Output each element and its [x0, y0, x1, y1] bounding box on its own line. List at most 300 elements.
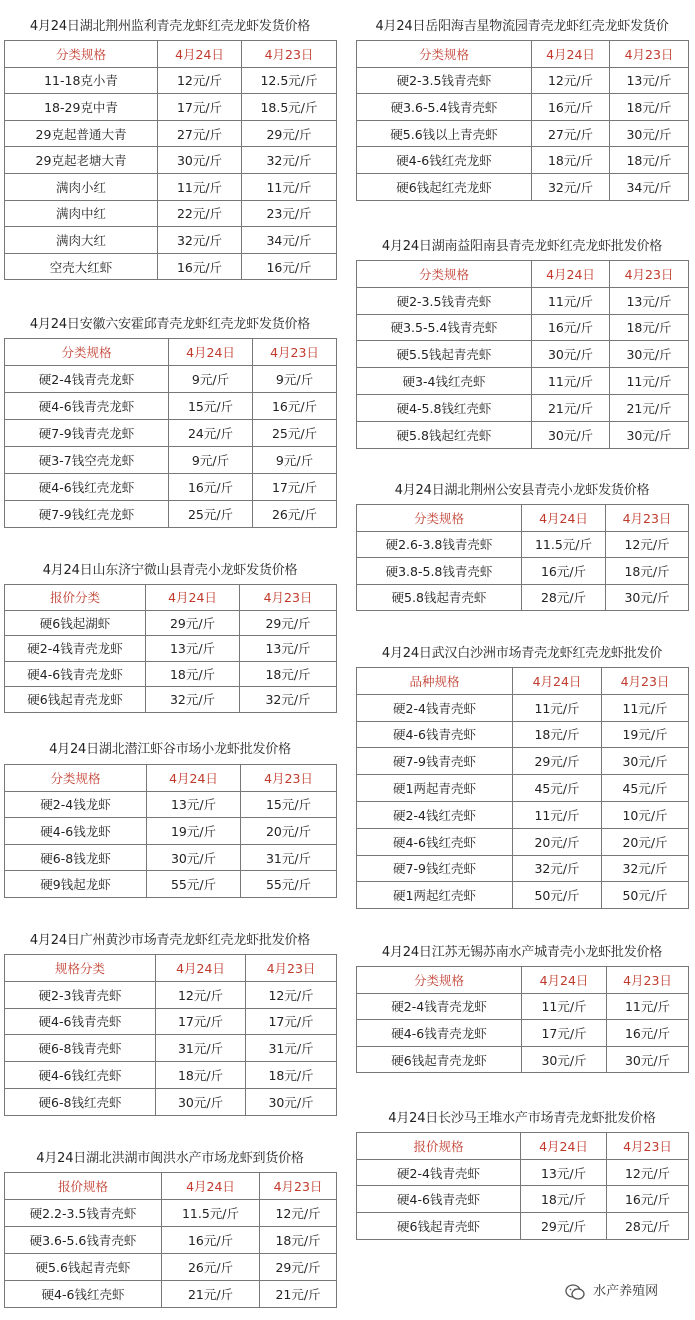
price-apr24-cell: 13元/斤	[146, 636, 240, 662]
price-apr23-cell: 26元/斤	[253, 501, 337, 528]
price-apr23-cell: 16元/斤	[242, 253, 337, 280]
table-row	[5, 1227, 337, 1254]
spec-cell: 硬5.8钱起青壳虾	[357, 584, 522, 611]
price-apr24-cell: 30元/斤	[532, 421, 610, 448]
price-apr24-cell: 18元/斤	[532, 147, 610, 174]
table-row	[5, 1200, 337, 1227]
spec-cell: 硬4-5.8钱红壳虾	[357, 394, 532, 421]
table-title: 4月24日湖北荆州公安县青壳小龙虾发货价格	[394, 483, 650, 498]
spec-cell: 18-29克中青	[5, 94, 158, 121]
price-apr23-cell: 25元/斤	[253, 420, 337, 447]
table-header-row	[357, 41, 689, 68]
price-apr23-cell: 29元/斤	[240, 610, 337, 636]
price-table	[356, 260, 689, 449]
header-cell: 品种规格	[357, 668, 513, 695]
price-apr24-cell: 30元/斤	[522, 1046, 607, 1073]
price-table-block	[356, 940, 688, 1073]
table-header-row	[357, 505, 689, 532]
price-apr23-cell: 11元/斤	[242, 173, 337, 200]
price-apr23-cell: 30元/斤	[610, 120, 689, 147]
spec-cell: 硬1两起红壳虾	[357, 882, 513, 909]
table-title: 4月24日山东济宁微山县青壳小龙虾发货价格	[42, 563, 298, 578]
table-row	[357, 394, 689, 421]
price-apr24-cell: 9元/斤	[169, 447, 253, 474]
table-header-row	[357, 668, 689, 695]
table-row	[357, 1186, 689, 1213]
watermark-text: 水产养殖网	[593, 1284, 659, 1299]
spec-cell: 空壳大红虾	[5, 253, 158, 280]
price-apr23-cell: 19元/斤	[602, 721, 689, 748]
price-apr23-cell: 12元/斤	[260, 1200, 337, 1227]
table-row	[5, 1088, 337, 1115]
table-row	[357, 67, 689, 94]
price-apr24-cell: 16元/斤	[522, 558, 606, 585]
spec-cell: 硬2-3钱青壳虾	[5, 981, 156, 1008]
spec-cell: 硬2-4钱青壳虾	[357, 694, 513, 721]
table-row	[5, 687, 337, 713]
price-apr23-cell: 29元/斤	[260, 1254, 337, 1281]
watermark	[565, 1280, 658, 1300]
price-apr24-cell: 30元/斤	[158, 147, 242, 174]
price-apr23-cell: 18元/斤	[246, 1062, 337, 1089]
header-cell: 4月23日	[242, 41, 337, 68]
price-apr23-cell: 11元/斤	[607, 993, 689, 1020]
header-cell: 4月23日	[610, 41, 689, 68]
price-apr23-cell: 32元/斤	[602, 855, 689, 882]
table-row	[357, 721, 689, 748]
price-apr23-cell: 34元/斤	[610, 173, 689, 200]
spec-cell: 硬4-6钱红壳虾	[5, 1281, 162, 1308]
price-apr23-cell: 18元/斤	[260, 1227, 337, 1254]
price-apr23-cell: 50元/斤	[602, 882, 689, 909]
price-apr23-cell: 30元/斤	[610, 341, 689, 368]
price-apr24-cell: 18元/斤	[156, 1062, 246, 1089]
price-apr24-cell: 30元/斤	[532, 341, 610, 368]
price-apr24-cell: 16元/斤	[162, 1227, 260, 1254]
table-row	[5, 844, 337, 871]
price-apr23-cell: 20元/斤	[602, 828, 689, 855]
price-table-block	[4, 736, 336, 898]
table-row	[5, 818, 337, 845]
price-apr24-cell: 16元/斤	[169, 474, 253, 501]
price-table-block	[356, 641, 688, 909]
price-apr23-cell: 18元/斤	[610, 314, 689, 341]
table-header-row	[357, 1133, 689, 1160]
header-cell: 分类规格	[5, 339, 169, 366]
header-cell: 4月23日	[240, 585, 337, 611]
spec-cell: 硬4-6钱青壳虾	[357, 721, 513, 748]
price-apr24-cell: 11元/斤	[513, 694, 602, 721]
price-apr24-cell: 13元/斤	[521, 1159, 607, 1186]
price-apr24-cell: 55元/斤	[147, 871, 241, 898]
spec-cell: 硬2-4钱龙虾	[5, 791, 147, 818]
header-cell: 4月24日	[513, 668, 602, 695]
header-cell: 4月23日	[607, 967, 689, 994]
spec-cell: 硬3.8-5.8钱青壳虾	[357, 558, 522, 585]
price-table-block	[356, 478, 688, 611]
price-apr24-cell: 32元/斤	[146, 687, 240, 713]
table-row	[357, 341, 689, 368]
header-cell: 分类规格	[357, 261, 532, 288]
header-cell: 规格分类	[5, 955, 156, 982]
price-table	[4, 954, 337, 1116]
header-cell: 4月24日	[521, 1133, 607, 1160]
table-row	[5, 253, 337, 280]
price-apr23-cell: 18元/斤	[240, 661, 337, 687]
table-row	[357, 993, 689, 1020]
spec-cell: 硬2-4钱青壳龙虾	[5, 636, 146, 662]
spec-cell: 硬4-6钱红壳虾	[357, 828, 513, 855]
price-apr23-cell: 12元/斤	[246, 981, 337, 1008]
price-apr24-cell: 21元/斤	[532, 394, 610, 421]
header-cell: 4月23日	[606, 505, 689, 532]
spec-cell: 29克起普通大青	[5, 120, 158, 147]
price-apr23-cell: 30元/斤	[602, 748, 689, 775]
table-row	[5, 1035, 337, 1062]
spec-cell: 硬4-6钱红壳龙虾	[5, 474, 169, 501]
table-row	[357, 94, 689, 121]
table-row	[5, 981, 337, 1008]
table-row	[357, 1046, 689, 1073]
spec-cell: 硬2.6-3.8钱青壳虾	[357, 531, 522, 558]
table-title: 4月24日江苏无锡苏南水产城青壳小龙虾批发价格	[381, 945, 663, 960]
table-row	[5, 1008, 337, 1035]
price-apr24-cell: 11.5元/斤	[162, 1200, 260, 1227]
table-row	[5, 791, 337, 818]
spec-cell: 29克起老塘大青	[5, 147, 158, 174]
table-header-row	[5, 41, 337, 68]
header-cell: 4月24日	[522, 967, 607, 994]
price-table-block	[356, 234, 688, 449]
price-apr24-cell: 17元/斤	[158, 94, 242, 121]
price-apr24-cell: 13元/斤	[147, 791, 241, 818]
price-apr24-cell: 22元/斤	[158, 200, 242, 227]
price-apr23-cell: 11元/斤	[610, 368, 689, 395]
header-cell: 4月24日	[532, 41, 610, 68]
header-cell: 4月23日	[610, 261, 689, 288]
price-table-block	[4, 1146, 336, 1308]
header-cell: 分类规格	[357, 505, 522, 532]
price-apr24-cell: 17元/斤	[156, 1008, 246, 1035]
spec-cell: 硬2-3.5钱青壳虾	[357, 287, 532, 314]
header-cell: 4月24日	[162, 1173, 260, 1200]
price-table	[356, 667, 689, 909]
table-header-row	[5, 955, 337, 982]
price-apr24-cell: 32元/斤	[158, 227, 242, 254]
table-row	[357, 748, 689, 775]
price-apr24-cell: 24元/斤	[169, 420, 253, 447]
spec-cell: 硬4-6钱红壳虾	[5, 1062, 156, 1089]
spec-cell: 硬6钱起青壳龙虾	[5, 687, 146, 713]
price-apr24-cell: 21元/斤	[162, 1281, 260, 1308]
price-apr24-cell: 15元/斤	[169, 393, 253, 420]
price-table-block	[356, 14, 688, 201]
spec-cell: 满肉小红	[5, 173, 158, 200]
spec-cell: 硬2-4钱红壳虾	[357, 801, 513, 828]
price-apr23-cell: 30元/斤	[607, 1046, 689, 1073]
header-cell: 4月24日	[156, 955, 246, 982]
header-cell: 4月23日	[607, 1133, 689, 1160]
price-apr24-cell: 9元/斤	[169, 366, 253, 393]
header-cell: 报价规格	[357, 1133, 521, 1160]
spec-cell: 硬7-9钱红壳龙虾	[5, 501, 169, 528]
table-title: 4月24日广州黄沙市场青壳龙虾红壳龙虾批发价格	[29, 933, 311, 948]
price-apr24-cell: 32元/斤	[532, 173, 610, 200]
price-apr24-cell: 16元/斤	[532, 314, 610, 341]
table-row	[357, 120, 689, 147]
spec-cell: 硬6钱起青壳虾	[357, 1213, 521, 1240]
spec-cell: 硬3-7钱空壳龙虾	[5, 447, 169, 474]
price-apr24-cell: 30元/斤	[156, 1088, 246, 1115]
spec-cell: 硬4-6钱青壳龙虾	[357, 1020, 522, 1047]
table-title: 4月24日湖南益阳南县青壳龙虾红壳龙虾批发价格	[381, 239, 663, 254]
price-table	[356, 504, 689, 611]
table-row	[5, 447, 337, 474]
price-apr23-cell: 9元/斤	[253, 447, 337, 474]
header-cell: 4月24日	[169, 339, 253, 366]
price-table	[4, 584, 337, 713]
price-apr23-cell: 31元/斤	[246, 1035, 337, 1062]
spec-cell: 硬4-6钱青壳龙虾	[5, 393, 169, 420]
spec-cell: 硬2-4钱青壳虾	[357, 1159, 521, 1186]
price-apr24-cell: 11元/斤	[522, 993, 607, 1020]
price-table-block	[4, 312, 336, 528]
spec-cell: 硬5.5钱起青壳虾	[357, 341, 532, 368]
table-row	[357, 287, 689, 314]
price-apr24-cell: 45元/斤	[513, 775, 602, 802]
price-apr23-cell: 16元/斤	[253, 393, 337, 420]
header-cell: 4月23日	[260, 1173, 337, 1200]
price-apr24-cell: 25元/斤	[169, 501, 253, 528]
header-cell: 4月24日	[522, 505, 606, 532]
price-apr24-cell: 11.5元/斤	[522, 531, 606, 558]
spec-cell: 硬4-6钱青壳虾	[357, 1186, 521, 1213]
table-row	[5, 474, 337, 501]
table-row	[5, 1281, 337, 1308]
table-title: 4月24日安徽六安霍邱青壳龙虾红壳龙虾发货价格	[29, 317, 311, 332]
price-apr23-cell: 18元/斤	[610, 94, 689, 121]
price-apr23-cell: 12.5元/斤	[242, 67, 337, 94]
table-row	[357, 1213, 689, 1240]
spec-cell: 硬7-9钱红壳虾	[357, 855, 513, 882]
price-table-block	[356, 1106, 688, 1240]
spec-cell: 硬7-9钱青壳虾	[357, 748, 513, 775]
spec-cell: 硬9钱起龙虾	[5, 871, 147, 898]
wechat-icon	[565, 1284, 585, 1300]
price-apr24-cell: 27元/斤	[158, 120, 242, 147]
price-apr24-cell: 11元/斤	[513, 801, 602, 828]
table-row	[5, 420, 337, 447]
table-row	[357, 173, 689, 200]
price-table	[356, 1132, 689, 1240]
header-cell: 4月23日	[241, 765, 337, 792]
price-apr23-cell: 18元/斤	[610, 147, 689, 174]
price-apr24-cell: 31元/斤	[156, 1035, 246, 1062]
table-row	[5, 393, 337, 420]
price-apr23-cell: 16元/斤	[607, 1186, 689, 1213]
spec-cell: 硬3.6-5.4钱青壳虾	[357, 94, 532, 121]
spec-cell: 硬2-4钱青壳龙虾	[5, 366, 169, 393]
table-header-row	[5, 585, 337, 611]
table-row	[5, 661, 337, 687]
header-cell: 分类规格	[357, 967, 522, 994]
table-row	[5, 501, 337, 528]
header-cell: 报价规格	[5, 1173, 162, 1200]
price-apr24-cell: 12元/斤	[156, 981, 246, 1008]
header-cell: 报价分类	[5, 585, 146, 611]
header-cell: 4月23日	[246, 955, 337, 982]
price-apr23-cell: 18元/斤	[606, 558, 689, 585]
table-row	[357, 775, 689, 802]
price-apr24-cell: 27元/斤	[532, 120, 610, 147]
table-header-row	[5, 339, 337, 366]
price-apr23-cell: 13元/斤	[240, 636, 337, 662]
price-apr24-cell: 16元/斤	[158, 253, 242, 280]
table-header-row	[357, 967, 689, 994]
price-apr24-cell: 32元/斤	[513, 855, 602, 882]
table-row	[5, 120, 337, 147]
table-title: 4月24日湖北潜江虾谷市场小龙虾批发价格	[49, 742, 291, 757]
spec-cell: 硬3.5-5.4钱青壳虾	[357, 314, 532, 341]
price-apr23-cell: 15元/斤	[241, 791, 337, 818]
price-table	[356, 966, 689, 1073]
price-apr23-cell: 17元/斤	[246, 1008, 337, 1035]
spec-cell: 满肉大红	[5, 227, 158, 254]
price-table	[356, 40, 689, 201]
price-apr24-cell: 29元/斤	[146, 610, 240, 636]
price-apr23-cell: 16元/斤	[607, 1020, 689, 1047]
table-row	[5, 200, 337, 227]
spec-cell: 硬3-4钱红壳虾	[357, 368, 532, 395]
table-row	[357, 855, 689, 882]
price-apr23-cell: 10元/斤	[602, 801, 689, 828]
price-apr23-cell: 11元/斤	[602, 694, 689, 721]
table-header-row	[357, 261, 689, 288]
table-row	[5, 871, 337, 898]
price-table	[4, 764, 337, 898]
price-apr24-cell: 20元/斤	[513, 828, 602, 855]
table-row	[357, 584, 689, 611]
spec-cell: 硬2-4钱青壳龙虾	[357, 993, 522, 1020]
price-table	[4, 40, 337, 280]
price-table	[4, 338, 337, 528]
spec-cell: 11-18克小青	[5, 67, 158, 94]
price-apr23-cell: 20元/斤	[241, 818, 337, 845]
table-title: 4月24日岳阳海吉星物流园青壳龙虾红壳龙虾发货价	[375, 19, 669, 34]
price-apr23-cell: 34元/斤	[242, 227, 337, 254]
price-apr23-cell: 21元/斤	[260, 1281, 337, 1308]
price-apr23-cell: 30元/斤	[246, 1088, 337, 1115]
price-table-block	[4, 558, 336, 713]
price-apr23-cell: 29元/斤	[242, 120, 337, 147]
table-row	[5, 610, 337, 636]
spec-cell: 硬6-8钱红壳虾	[5, 1088, 156, 1115]
price-apr23-cell: 45元/斤	[602, 775, 689, 802]
price-apr23-cell: 30元/斤	[610, 421, 689, 448]
spec-cell: 硬4-6钱龙虾	[5, 818, 147, 845]
spec-cell: 硬6钱起红壳龙虾	[357, 173, 532, 200]
header-cell: 分类规格	[357, 41, 532, 68]
price-apr24-cell: 16元/斤	[532, 94, 610, 121]
price-apr24-cell: 11元/斤	[532, 287, 610, 314]
price-apr23-cell: 55元/斤	[241, 871, 337, 898]
price-apr23-cell: 28元/斤	[607, 1213, 689, 1240]
price-apr24-cell: 28元/斤	[522, 584, 606, 611]
table-row	[5, 173, 337, 200]
price-apr23-cell: 23元/斤	[242, 200, 337, 227]
spec-cell: 硬7-9钱青壳龙虾	[5, 420, 169, 447]
header-cell: 分类规格	[5, 765, 147, 792]
spec-cell: 硬4-6钱青壳虾	[5, 1008, 156, 1035]
table-row	[357, 558, 689, 585]
spec-cell: 硬5.8钱起红壳虾	[357, 421, 532, 448]
table-row	[357, 421, 689, 448]
table-title: 4月24日长沙马王堆水产市场青壳龙虾批发价格	[388, 1111, 656, 1126]
price-apr23-cell: 17元/斤	[253, 474, 337, 501]
price-apr24-cell: 30元/斤	[147, 844, 241, 871]
header-cell: 4月24日	[158, 41, 242, 68]
price-apr23-cell: 30元/斤	[606, 584, 689, 611]
price-apr24-cell: 18元/斤	[513, 721, 602, 748]
table-row	[357, 828, 689, 855]
price-apr23-cell: 32元/斤	[240, 687, 337, 713]
header-cell: 4月24日	[146, 585, 240, 611]
price-apr24-cell: 12元/斤	[158, 67, 242, 94]
table-row	[357, 1159, 689, 1186]
spec-cell: 硬6-8钱龙虾	[5, 844, 147, 871]
price-table-block	[4, 928, 336, 1116]
header-cell: 4月23日	[602, 668, 689, 695]
table-row	[5, 227, 337, 254]
table-row	[357, 882, 689, 909]
table-row	[357, 147, 689, 174]
price-apr24-cell: 18元/斤	[146, 661, 240, 687]
table-row	[5, 1254, 337, 1281]
price-apr24-cell: 29元/斤	[513, 748, 602, 775]
table-row	[357, 368, 689, 395]
table-row	[5, 67, 337, 94]
spec-cell: 硬3.6-5.6钱青壳虾	[5, 1227, 162, 1254]
price-apr23-cell: 32元/斤	[242, 147, 337, 174]
table-header-row	[5, 765, 337, 792]
price-apr23-cell: 12元/斤	[606, 531, 689, 558]
table-row	[5, 636, 337, 662]
price-table-block	[4, 14, 336, 280]
spec-cell: 硬6-8钱青壳虾	[5, 1035, 156, 1062]
table-row	[5, 366, 337, 393]
price-apr24-cell: 12元/斤	[532, 67, 610, 94]
header-cell: 4月23日	[253, 339, 337, 366]
table-title: 4月24日武汉白沙洲市场青壳龙虾红壳龙虾批发价	[381, 646, 663, 661]
price-apr23-cell: 31元/斤	[241, 844, 337, 871]
table-row	[357, 531, 689, 558]
price-table	[4, 1172, 337, 1308]
price-apr23-cell: 9元/斤	[253, 366, 337, 393]
price-apr24-cell: 18元/斤	[521, 1186, 607, 1213]
spec-cell: 硬5.6钱起青壳虾	[5, 1254, 162, 1281]
header-cell: 4月24日	[532, 261, 610, 288]
price-apr24-cell: 50元/斤	[513, 882, 602, 909]
table-row	[357, 694, 689, 721]
spec-cell: 硬4-6钱青壳龙虾	[5, 661, 146, 687]
price-apr23-cell: 12元/斤	[607, 1159, 689, 1186]
spec-cell: 满肉中红	[5, 200, 158, 227]
spec-cell: 硬6钱起青壳龙虾	[357, 1046, 522, 1073]
price-apr24-cell: 17元/斤	[522, 1020, 607, 1047]
spec-cell: 硬6钱起湖虾	[5, 610, 146, 636]
table-row	[357, 314, 689, 341]
spec-cell: 硬2.2-3.5钱青壳虾	[5, 1200, 162, 1227]
